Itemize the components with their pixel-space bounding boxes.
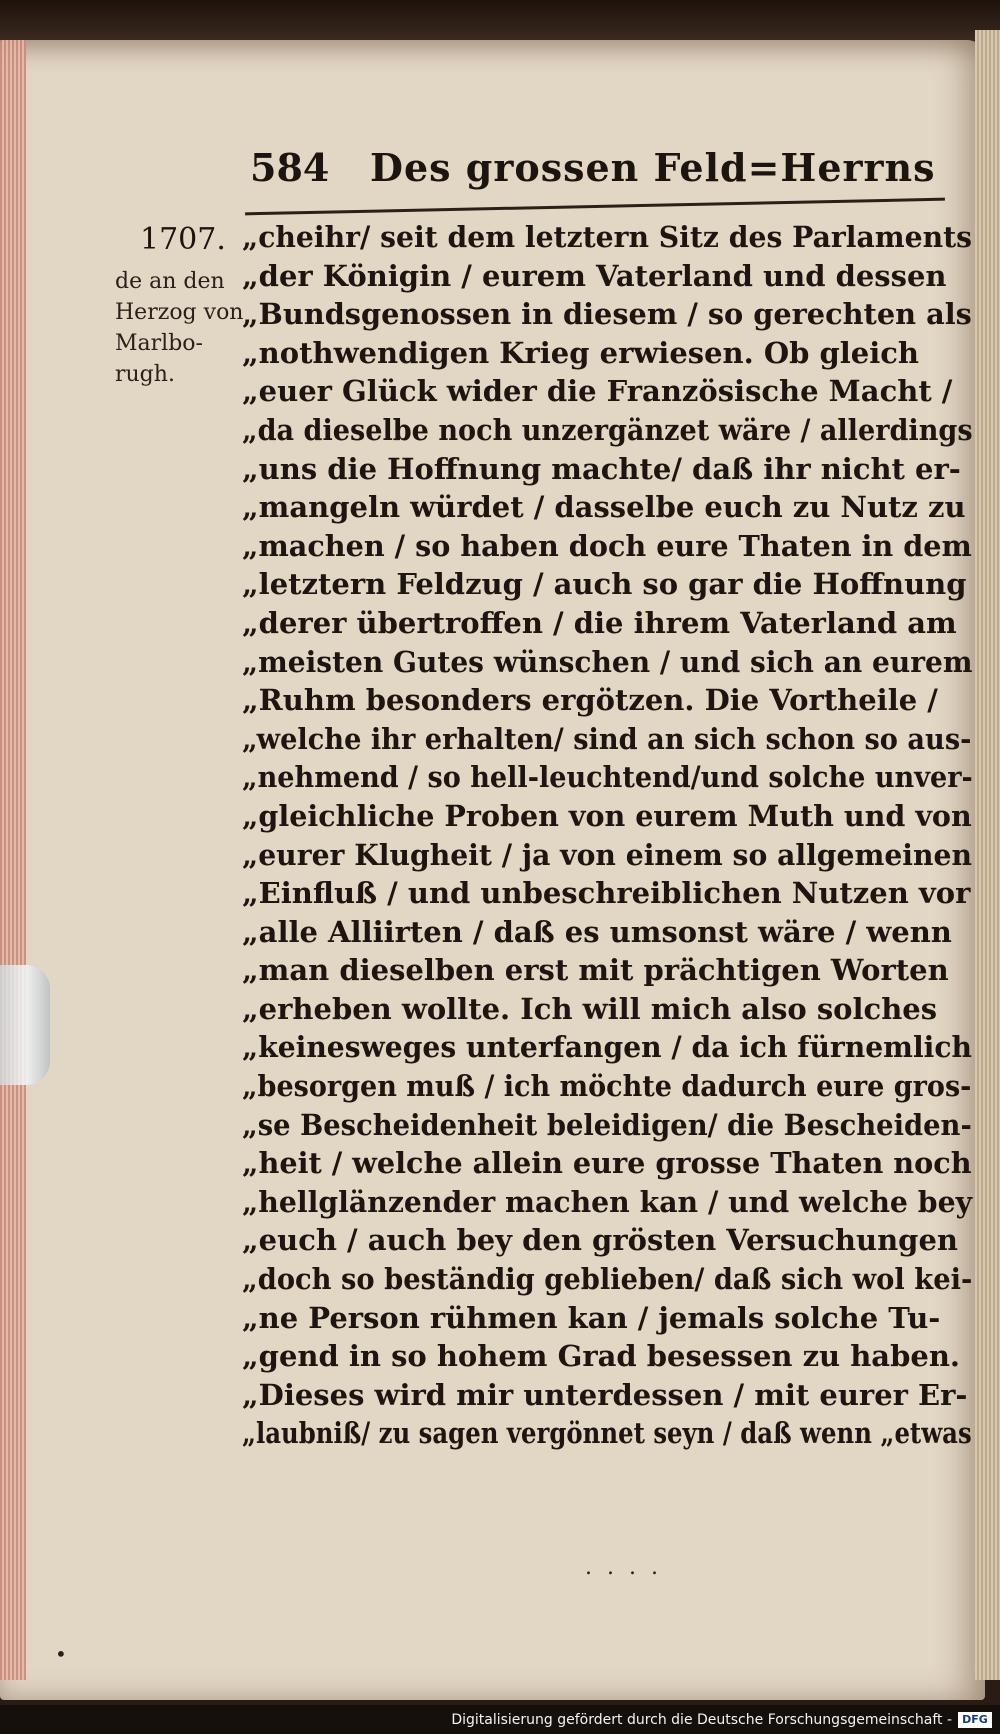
text-line: „letztern Feldzug / auch so gar die Hoffnung xyxy=(242,567,967,602)
text-line: „da dieselbe noch unzergänzet wäre / allerdings xyxy=(242,412,973,447)
text-line: „gend in so hohem Grad besessen zu haben. xyxy=(242,1339,961,1374)
text-line: „welche ihr erhalten/ sind an sich schon so aus- xyxy=(242,721,972,756)
text-line: „Einfluß / und unbeschreiblichen Nutzen vor xyxy=(242,876,971,911)
text-line: „laubniß/ zu sagen vergönnet seyn / daß wenn „etwas xyxy=(242,1416,972,1451)
text-line: „besorgen muß / ich möchte dadurch eure gros- xyxy=(242,1069,972,1104)
margin-note xyxy=(115,266,245,390)
text-line: „machen / so haben doch eure Thaten in dem xyxy=(242,528,972,563)
text-line: „nothwendigen Krieg erwiesen. Ob gleich xyxy=(242,335,919,370)
body-text xyxy=(242,218,972,1453)
text-line: „se Bescheidenheit beleidigen/ die Bescheiden- xyxy=(242,1107,972,1142)
text-line: „hellglänzender machen kan / und welche bey xyxy=(242,1184,973,1219)
text-line: „nehmend / so hell-leuchtend/und solche unver- xyxy=(242,760,973,795)
text-line: „Ruhm besonders ergötzen. Die Vortheile / xyxy=(242,683,938,718)
page-number: 584 xyxy=(250,145,330,190)
margin-year: 1707. xyxy=(140,222,226,257)
text-line: „meisten Gutes wünschen / und sich an eurem xyxy=(242,644,973,679)
text-line: „keinesweges unterfangen / da ich fürnemlich xyxy=(242,1030,972,1065)
margin-note-line: Marlbo- xyxy=(115,331,203,356)
text-line: „uns die Hoffnung machte/ daß ihr nicht er- xyxy=(242,451,961,486)
text-line: „ne Person rühmen kan / jemals solche Tu- xyxy=(242,1300,941,1335)
text-line: „derer übertroffen / die ihrem Vaterland am xyxy=(242,605,957,640)
text-line: „alle Alliirten / daß es umsonst wäre / wenn xyxy=(242,914,952,949)
running-title: Des grossen Feld=Herrns xyxy=(370,145,936,190)
margin-note-line: rugh. xyxy=(115,362,175,387)
text-line: „eurer Klugheit / ja von einem so allgemeinen xyxy=(242,837,973,872)
bullet-mark: • xyxy=(55,1642,67,1666)
catchword-dots: . . . . xyxy=(585,1555,662,1580)
page-header xyxy=(240,145,940,205)
page-edge-red xyxy=(0,40,26,1680)
footer-credit: Digitalisierung gefördert durch die Deutsche Forschungsgemeinschaft - xyxy=(451,1712,952,1728)
text-line: „doch so beständig geblieben/ daß sich wol kei- xyxy=(242,1262,973,1297)
margin-note-line: Herzog von xyxy=(115,300,244,325)
text-line: „cheihr/ seit dem letztern Sitz des Parlaments xyxy=(242,220,973,254)
dfg-logo-icon: DFG xyxy=(958,1712,992,1728)
text-line: „erheben wollte. Ich will mich also solches xyxy=(242,991,938,1026)
text-line: „Dieses wird mir unterdessen / mit eurer Er- xyxy=(242,1377,968,1412)
text-line: „mangeln würdet / dasselbe euch zu Nutz zu xyxy=(242,490,966,525)
text-line: „heit / welche allein eure grosse Thaten noch xyxy=(242,1146,972,1181)
page-stack-edge xyxy=(975,30,1000,1680)
text-line: „Bundsgenossen in diesem / so gerechten als xyxy=(242,297,972,332)
margin-note-line: de an den xyxy=(115,269,225,294)
plexiglass-clip xyxy=(0,965,50,1085)
text-line: „man dieselben erst mit prächtigen Worten xyxy=(242,953,949,988)
text-line: „der Königin / eurem Vaterland und dessen xyxy=(242,258,947,293)
text-line: „gleichliche Proben von eurem Muth und von xyxy=(242,798,972,833)
text-line: „euch / auch bey den grösten Versuchungen xyxy=(242,1223,958,1258)
text-line: „euer Glück wider die Französische Macht / xyxy=(242,374,953,409)
